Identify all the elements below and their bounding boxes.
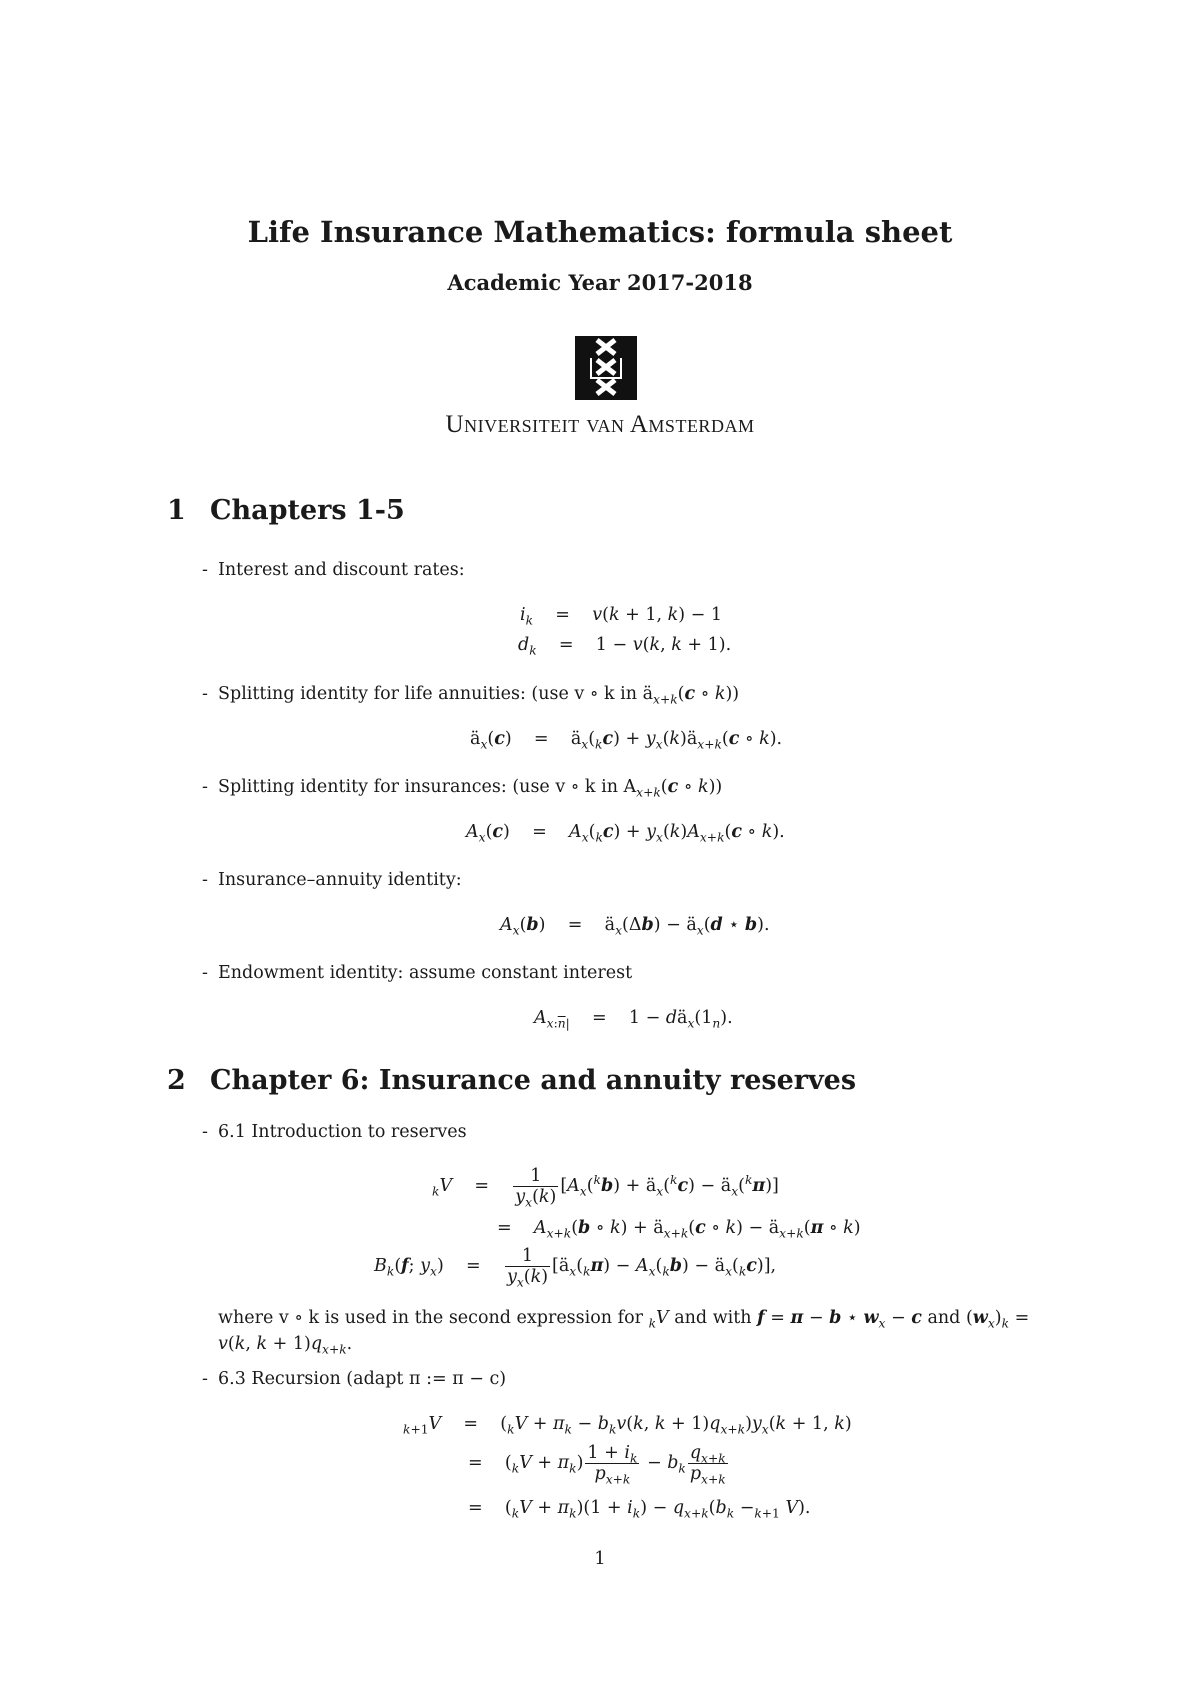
university-logo	[575, 336, 637, 400]
equation-discount-rate: $d_k$ = 1 − v(k, k + 1).	[518, 635, 732, 658]
bullet-text: 6.1 Introduction to reserves	[218, 1122, 467, 1142]
bullet-text: Endowment identity: assume constant interest	[218, 963, 633, 983]
section-2-heading	[167, 1064, 856, 1098]
document-subtitle: Academic Year 2017-2018	[447, 270, 753, 295]
equation-retrospective: $B_k(f$; $y_x$) = $\frac{1}{y_x(k)}$ [$ä_x(_k\pi) - A_x(_kb)$ − $ä_x(_kc)$],	[374, 1246, 777, 1290]
section-number: 2	[167, 1065, 186, 1096]
bullet-text: Insurance–annuity identity:	[218, 870, 462, 890]
equation-reserve-definition: $_k$V = $\frac{1}{y_x(k)}$ [$A_x(^kb)$ + $ä_x(^kc)$ − $ä_x(^k\pi)$]	[432, 1166, 779, 1210]
equation-recursion-3: = $(_kV + \pi_k)(1 + i_k) - q_{x+k}(b_k -_{k+1}$ V).	[468, 1498, 811, 1521]
bullet-recursion: - 6.3 Recursion (adapt π := π − c)	[202, 1369, 507, 1389]
section-title: Chapter 6: Insurance and annuity reserves	[210, 1065, 857, 1096]
bullet-interest: - Interest and discount rates:	[202, 560, 465, 580]
section-title: Chapters 1-5	[210, 495, 405, 526]
equation-recursion-2: = $(_kV + \pi_k)$ $\frac{1 + i_k}{p_{x+k}}$ − $b_k$ $\frac{q_{x+k}}{p_{x+k}}$	[468, 1443, 726, 1487]
document-title: Life Insurance Mathematics: formula sheet	[247, 215, 953, 249]
where-text: and with	[674, 1308, 752, 1328]
equation-endowment: $A_{x:\overline{n}|}$ = $1 - dä_x(1_n)$.	[534, 1008, 733, 1031]
equation-split-insurance: $A_x(c)$ = $A_x(_kc) + y_x(k)A_{x+k}(c$ ∘ k).	[466, 822, 785, 845]
bullet-split-annuities: - Splitting identity for life annuities: (use v ∘ k in $ä_{x+k}(c$ ∘ k))	[202, 684, 740, 707]
equation-recursion-1: $_{k+1}$V = ($_kV + \pi_k - b_kv(k$, $k + 1)q_{x+k})y_x(k + 1$, k)	[403, 1414, 852, 1437]
bullet-introduction: - 6.1 Introduction to reserves	[202, 1122, 467, 1142]
bullet-text: Splitting identity for insurances: (use v ∘ k in A	[218, 777, 637, 797]
where-text: where v ∘ k is used in the second expression for	[218, 1308, 643, 1328]
university-name: Universiteit van Amsterdam	[445, 411, 755, 438]
section-number: 1	[167, 495, 186, 526]
page-number: 1	[594, 1548, 606, 1569]
bullet-text: Splitting identity for life annuities: (use v ∘ k in ä	[218, 684, 654, 704]
where-text: and	[927, 1308, 961, 1328]
bullet-endowment: - Endowment identity: assume constant interest	[202, 963, 633, 983]
where-paragraph: where v ∘ k is used in the second expression for $_k$V and with f = π − b ⋆ $w_x - c$ and $(w_x)_k = v(k$, $k + 1)q_{x+k}$.	[218, 1308, 1030, 1357]
equation-insurance-annuity: $A_x(b)$ = $ä_x(\Delta b)$ − $ä_x(d$ ⋆ b).	[500, 915, 770, 938]
equation-reserve-prospective: = $A_{x+k}(b$ ∘ $k) + ä_{x+k}(c$ ∘ $k) - ä_{x+k}(\pi$ ∘ k)	[497, 1218, 861, 1241]
bullet-insurance-annuity: - Insurance–annuity identity:	[202, 870, 462, 890]
bullet-split-insurances: - Splitting identity for insurances: (use v ∘ k in $A_{x+k}(c$ ∘ k))	[202, 777, 723, 800]
bullet-text: Interest and discount rates:	[218, 560, 465, 580]
xxx-emblem-icon	[575, 336, 637, 400]
equation-interest-rate: $i_k$ = v(k + 1, k) − 1	[520, 605, 722, 628]
equation-split-annuity: $ä_x(c)$ = $ä_x(_kc)$ + $y_x(k)ä_{x+k}(c$ ∘ k).	[470, 729, 783, 752]
section-1-heading	[167, 494, 405, 528]
bullet-text: 6.3 Recursion (adapt π := π − c)	[218, 1369, 507, 1389]
